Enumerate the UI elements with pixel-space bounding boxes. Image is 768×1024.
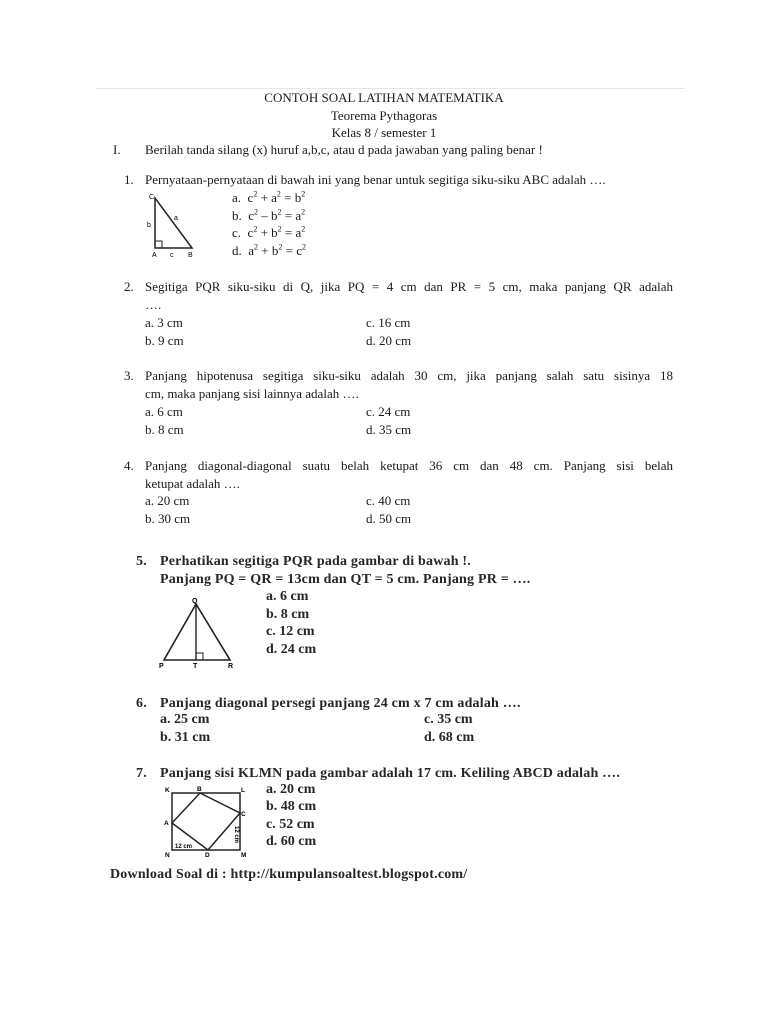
q3-text-line2: cm, maka panjang sisi lainnya adalah …. — [145, 386, 359, 401]
section-number: I. — [113, 142, 121, 157]
label-p: P — [159, 663, 164, 670]
q3-option-a[interactable]: a. 6 cm — [145, 404, 183, 419]
label-d: D — [205, 852, 210, 858]
right-angle-mark — [155, 241, 162, 248]
q4-text-line2: ketupat adalah …. — [145, 476, 240, 491]
label-k: K — [165, 787, 170, 794]
q2-text-line2: …. — [145, 297, 162, 312]
label-a-side: a — [174, 215, 178, 222]
q1-text: Pernyataan-pernyataan di bawah ini yang benar untuk segitiga siku-siku ABC adalah …. — [145, 172, 606, 187]
q7-number: 7. — [136, 766, 147, 781]
q6-option-d[interactable]: d. 68 cm — [424, 730, 475, 745]
label-l: L — [241, 787, 245, 794]
download-footer-link[interactable]: Download Soal di : http://kumpulansoaltest.blogspot.com/ — [110, 867, 468, 882]
label-c-side: c — [170, 252, 174, 259]
q6-number: 6. — [136, 696, 147, 711]
q2-option-b[interactable]: b. 9 cm — [145, 333, 184, 348]
q3-option-c[interactable]: c. 24 cm — [366, 404, 411, 419]
q3-number: 3. — [124, 368, 134, 383]
q6-text: Panjang diagonal persegi panjang 24 cm x 7 cm adalah …. — [160, 696, 521, 711]
label-bottom-length: 12 cm — [175, 844, 193, 850]
q5-isosceles-triangle-figure — [156, 596, 236, 670]
q1-number: 1. — [124, 172, 134, 187]
right-angle-mark — [196, 653, 203, 660]
q6-option-b[interactable]: b. 31 cm — [160, 730, 211, 745]
q2-text-line1: Segitiga PQR siku-siku di Q, jika PQ = 4 cm dan PR = 5 cm, maka panjang QR adalah — [145, 279, 673, 294]
label-q: Q — [192, 598, 198, 605]
page-title: CONTOH SOAL LATIHAN MATEMATIKA — [264, 90, 504, 105]
rectangle-klmn — [172, 793, 240, 850]
q5-option-a[interactable]: a. 6 cm — [266, 589, 309, 604]
q5-option-c[interactable]: c. 12 cm — [266, 624, 315, 639]
q5-number: 5. — [136, 554, 147, 569]
class-info: Kelas 8 / semester 1 — [331, 125, 437, 140]
q1-right-triangle-figure — [140, 190, 210, 262]
q3-option-d[interactable]: d. 35 cm — [366, 422, 412, 437]
q5-option-d[interactable]: d. 24 cm — [266, 642, 317, 657]
q6-option-a[interactable]: a. 25 cm — [160, 712, 210, 727]
q7-text: Panjang sisi KLMN pada gambar adalah 17 cm. Keliling ABCD adalah …. — [160, 766, 621, 781]
q1-option-d[interactable]: d. $a^2 + b^2 = c^2$ — [232, 242, 306, 258]
q4-option-d[interactable]: d. 50 cm — [366, 511, 412, 526]
q1-option-b[interactable]: b. $c^2 - b^2 = a^2$ — [232, 207, 306, 223]
q4-option-a[interactable]: a. 20 cm — [145, 493, 190, 508]
q4-text-line1: Panjang diagonal-diagonal suatu belah ketupat 36 cm dan 48 cm. Panjang sisi belah — [145, 458, 673, 473]
q2-number: 2. — [124, 279, 134, 294]
q6-option-c[interactable]: c. 35 cm — [424, 712, 473, 727]
q7-option-b[interactable]: b. 48 cm — [266, 799, 317, 814]
q7-rectangle-figure — [155, 782, 247, 858]
label-b: B — [197, 786, 202, 793]
triangle-pqr — [164, 604, 230, 660]
q1-option-a[interactable]: a. $c^2 + a^2 = b^2$ — [232, 189, 306, 205]
section-instruction: Berilah tanda silang (x) huruf a,b,c, atau d pada jawaban yang paling benar ! — [145, 142, 543, 157]
q4-option-b[interactable]: b. 30 cm — [145, 511, 191, 526]
label-t: T — [193, 663, 198, 670]
label-a: A — [164, 820, 169, 827]
q2-option-d[interactable]: d. 20 cm — [366, 333, 412, 348]
label-c: C — [241, 811, 246, 818]
q3-option-b[interactable]: b. 8 cm — [145, 422, 184, 437]
q5-option-b[interactable]: b. 8 cm — [266, 607, 310, 622]
q2-option-a[interactable]: a. 3 cm — [145, 315, 183, 330]
q7-option-c[interactable]: c. 52 cm — [266, 817, 315, 832]
label-c-vertex: C — [149, 194, 155, 201]
label-b-side: b — [147, 222, 151, 229]
q1-option-c[interactable]: c. $c^2 + b^2 = a^2$ — [232, 224, 306, 240]
quadrilateral-abcd — [172, 793, 240, 850]
q4-option-c[interactable]: c. 40 cm — [366, 493, 411, 508]
q5-text-line1: Perhatikan segitiga PQR pada gambar di bawah !. — [160, 554, 471, 569]
label-n: N — [165, 852, 170, 858]
page-subtitle: Teorema Pythagoras — [330, 108, 438, 123]
label-a-vertex: A — [152, 252, 157, 259]
q7-option-a[interactable]: a. 20 cm — [266, 782, 316, 797]
q7-option-d[interactable]: d. 60 cm — [266, 834, 317, 849]
label-b-vertex: B — [188, 252, 193, 259]
q4-number: 4. — [124, 458, 134, 473]
top-rule — [95, 88, 685, 89]
q5-text-line2: Panjang PQ = QR = 13cm dan QT = 5 cm. Panjang PR = …. — [160, 572, 531, 587]
q3-text-line1: Panjang hipotenusa segitiga siku-siku adalah 30 cm, jika panjang salah satu sisinya 18 — [145, 368, 673, 383]
label-m: M — [241, 852, 247, 858]
label-side-length: 12 cm — [233, 826, 239, 844]
q2-option-c[interactable]: c. 16 cm — [366, 315, 411, 330]
label-r: R — [228, 663, 234, 670]
